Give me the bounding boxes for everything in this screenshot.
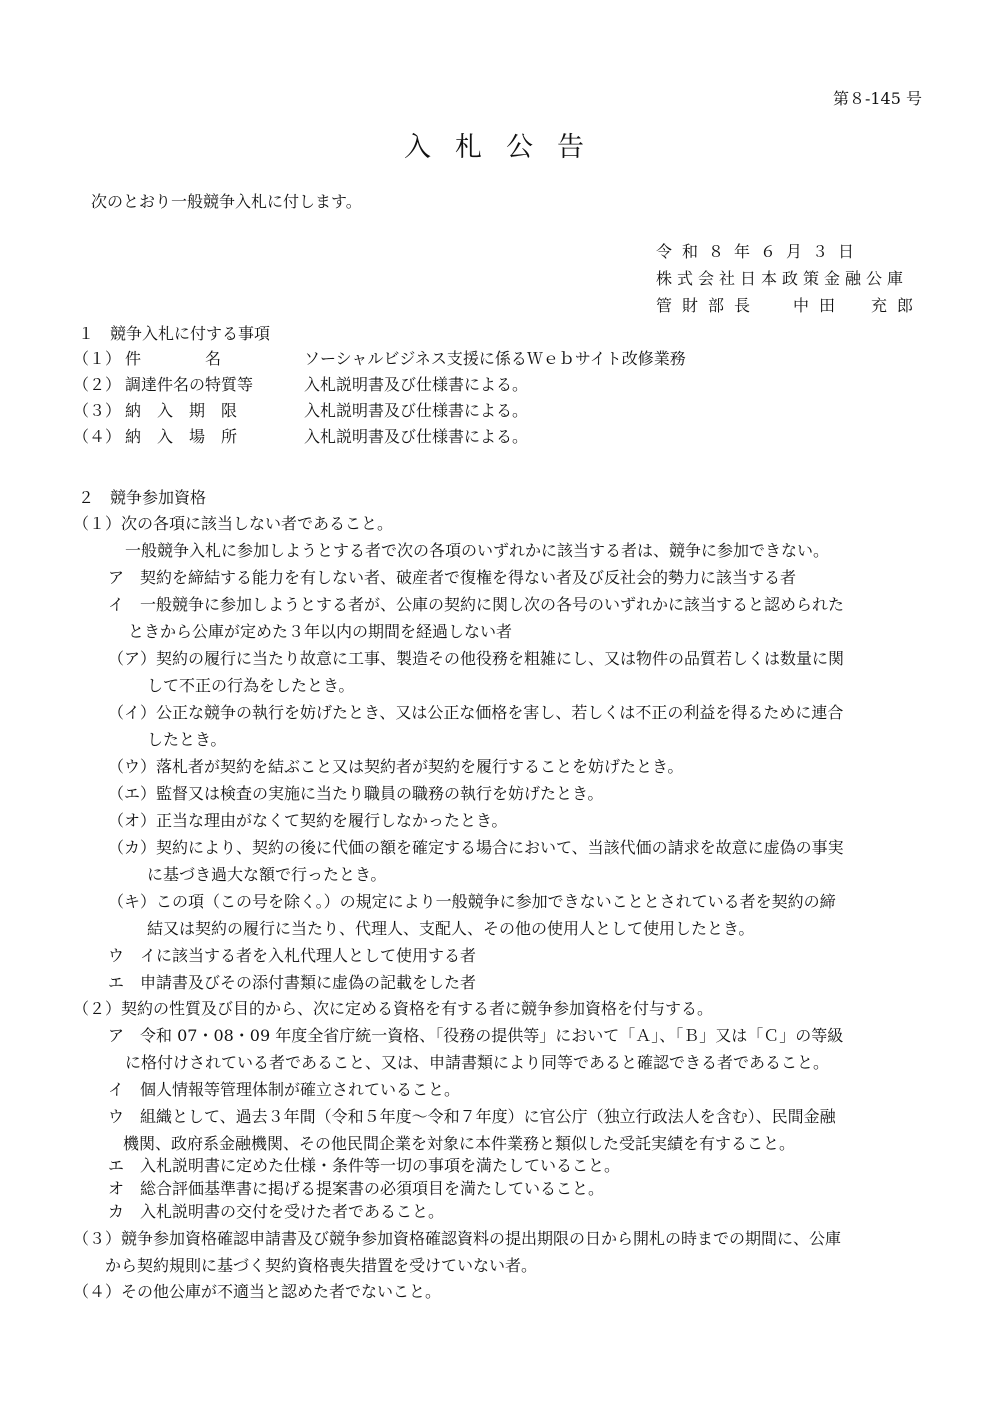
section-1-item-label: 調達件名の特質等 [125, 375, 254, 394]
issuer-name: 中田 充郎 [793, 296, 924, 315]
section-2-line: イ 個人情報等管理体制が確立されていること。 [108, 1080, 461, 1099]
section-2-line: （ア）契約の履行に当たり故意に工事、製造その他役務を粗雑にし、又は物件の品質若しくは数量に関 [108, 649, 845, 668]
section-1-heading: １ 競争入札に付する事項 [78, 324, 271, 343]
section-1-item-label: 件 名 [125, 349, 222, 368]
section-2-line: （３）競争参加資格確認申請書及び競争参加資格確認資料の提出期限の日から開札の時までの期間に、公庫 [73, 1229, 842, 1248]
section-2-line: に格付けされている者であること、又は、申請書類により同等であると確認できる者であること。 [125, 1053, 830, 1072]
intro-text: 次のとおり一般競争入札に付します。 [91, 192, 362, 211]
section-1-item-label: 納 入 期 限 [125, 401, 238, 420]
section-2-line: ア 契約を締結する能力を有しない者、破産者で復権を得ない者及び反社会的勢力に該当する者 [108, 568, 797, 587]
section-2-heading: ２ 競争参加資格 [78, 488, 207, 507]
section-2-line: ウ 組織として、過去３年間（令和５年度～令和７年度）に官公庁（独立行政法人を含む）、民間金融 [108, 1107, 836, 1126]
section-2-line: ウ イに該当する者を入札代理人として使用する者 [108, 946, 477, 965]
section-2-line: （オ）正当な理由がなくて契約を履行しなかったとき。 [108, 811, 508, 830]
page-title: 入札公告 [404, 132, 608, 163]
section-2-line: （キ）この項（この号を除く。）の規定により一般競争に参加できないこととされている者を契約の締 [108, 892, 836, 911]
section-2-line: （２）契約の性質及び目的から、次に定める資格を有する者に競争参加資格を付与する。 [73, 999, 714, 1018]
section-2-line: エ 申請書及びその添付書類に虚偽の記載をした者 [108, 973, 477, 992]
section-2-line: に基づき過大な額で行ったとき。 [147, 865, 387, 884]
section-1-item-num: （１） [73, 349, 122, 368]
section-2-line: （エ）監督又は検査の実施に当たり職員の職務の執行を妨げたとき。 [108, 784, 604, 803]
section-2-line: （イ）公正な競争の執行を妨げたとき、又は公正な価格を害し、若しくは不正の利益を得るために連合 [108, 703, 844, 722]
section-2-line: して不正の行為をしたとき。 [147, 676, 355, 695]
section-1-item-value: 入札説明書及び仕様書による。 [304, 427, 529, 446]
issuer-organization: 株式会社日本政策金融公庫 [656, 269, 909, 288]
section-1-item-num: （３） [73, 401, 122, 420]
section-2-line: ときから公庫が定めた３年以内の期間を経過しない者 [128, 622, 513, 641]
section-2-line: イ 一般競争に参加しようとする者が、公庫の契約に関し次の各号のいずれかに該当すると認められた [108, 595, 845, 614]
section-2-line: カ 入札説明書の交付を受けた者であること。 [108, 1202, 445, 1221]
section-1-item-label: 納 入 場 所 [125, 427, 238, 446]
section-2-line: （カ）契約により、契約の後に代価の額を確定する場合において、当該代価の請求を故意に虚偽の事実 [108, 838, 844, 857]
section-2-line: （ウ）落札者が契約を結ぶこと又は契約者が契約を履行することを妨げたとき。 [108, 757, 684, 776]
section-2-line: したとき。 [147, 730, 227, 749]
issuer-position: 管財部長 [656, 296, 761, 315]
section-2-line: オ 総合評価基準書に掲げる提案書の必須項目を満たしていること。 [108, 1179, 605, 1198]
section-1-item-num: （４） [73, 427, 122, 446]
section-2-line: エ 入札説明書に定めた仕様・条件等一切の事項を満たしていること。 [108, 1156, 621, 1175]
section-1-item-value: 入札説明書及び仕様書による。 [304, 401, 529, 420]
document-number: 第８-145 号 [832, 89, 922, 108]
issue-date: 令和８年６月３日 [656, 242, 865, 261]
section-1-item-value: ソーシャルビジネス支援に係るＷｅｂサイト改修業務 [304, 349, 686, 368]
section-2-line: から契約規則に基づく契約資格喪失措置を受けていない者。 [105, 1256, 538, 1275]
section-2-line: 一般競争入札に参加しようとする者で次の各項のいずれかに該当する者は、競争に参加できない。 [125, 541, 830, 560]
section-2-line: 機関、政府系金融機関、その他民間企業を対象に本件業務と類似した受託実績を有すること。 [123, 1134, 796, 1153]
section-2-line: （１）次の各項に該当しない者であること。 [73, 514, 394, 533]
section-2-line: （４）その他公庫が不適当と認めた者でないこと。 [73, 1282, 442, 1301]
section-1-item-value: 入札説明書及び仕様書による。 [304, 375, 529, 394]
section-2-line: ア 令和 07・08・09 年度全省庁統一資格、「役務の提供等」において「Ａ」、「Ｂ」又は「Ｃ」の等級 [108, 1026, 844, 1045]
section-2-line: 結又は契約の履行に当たり、代理人、支配人、その他の使用人として使用したとき。 [147, 919, 755, 938]
section-1-item-num: （２） [73, 375, 122, 394]
